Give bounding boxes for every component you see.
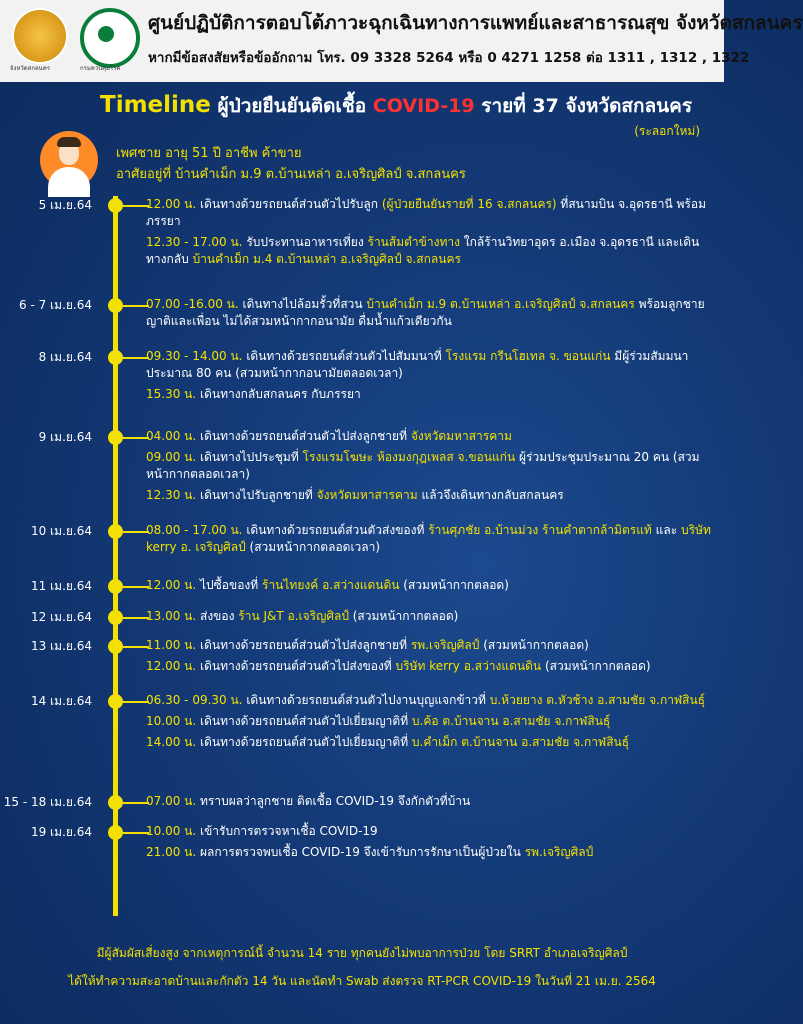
timeline-dot-icon bbox=[108, 579, 123, 594]
highlight-text: 08.00 - 17.00 น. bbox=[146, 523, 243, 537]
event-details bbox=[146, 793, 718, 814]
event-text: ที่สนามบิน จ.อุดรธานี พร้อมภรรยา bbox=[146, 197, 706, 228]
event-entry bbox=[146, 386, 718, 403]
event-entry bbox=[146, 487, 718, 504]
disease-control-logo bbox=[80, 8, 140, 68]
highlight-text: บ.ห้วยยาง ต.หัวช้าง อ.สามชัย จ.กาฬสินธุ์ bbox=[489, 693, 706, 707]
highlight-text: บ้านคำเม็ก ม.9 ต.บ้านเหล่า อ.เจริญศิลป์ จ.สกลนคร bbox=[366, 297, 635, 311]
event-details bbox=[146, 823, 718, 865]
highlight-text: ร้าน J&T อ.เจริญศิลป์ bbox=[238, 609, 349, 623]
header-bar bbox=[0, 0, 803, 82]
event-text: (สวมหน้ากากตลอดเวลา) bbox=[245, 540, 381, 554]
event-text: (สวมหน้ากากตลอด) bbox=[479, 638, 589, 652]
event-entry bbox=[146, 637, 718, 654]
header-contact: หากมีข้อสงสัยหรือข้ออักถาม โทร. 09 3328 5264 หรือ 0 4271 1258 ต่อ 1311 , 1312 , 1322 bbox=[148, 50, 750, 66]
timeline-dot-icon bbox=[108, 350, 123, 365]
province-logo-caption: จังหวัดสกลนคร bbox=[10, 65, 50, 72]
event-text: ใกล้ร้านวิทยาอุดร อ.เมือง จ.อุดรธานี และเดินทางกลับ bbox=[146, 235, 700, 266]
event-text: เดินทางกลับสกลนคร กับภรรยา bbox=[196, 387, 361, 401]
highlight-text: บ้านคำเม็ก ม.4 ต.บ้านเหล่า อ.เจริญศิลป์ จ.สกลนคร bbox=[192, 252, 461, 266]
patient-avatar-icon bbox=[40, 131, 98, 189]
event-text: พร้อมลูกชาย ญาติและเพื่อน ไม่ได้สวมหน้ากากอนามัย ดื่มน้ำแก้วเดียวกัน bbox=[146, 297, 705, 328]
event-date: 15 - 18 เม.ย.64 bbox=[3, 795, 92, 809]
event-entry bbox=[146, 196, 718, 230]
highlight-text: 04.00 น. bbox=[146, 429, 197, 443]
highlight-text: บริษัท kerry อ.สว่างแดนดิน bbox=[395, 659, 542, 673]
event-details bbox=[146, 608, 718, 629]
ministry-logo-caption: กรมควบคุมโรค bbox=[80, 65, 121, 72]
event-text: และ bbox=[651, 523, 682, 537]
event-date: 14 เม.ย.64 bbox=[30, 694, 92, 708]
timeline-dot-icon bbox=[108, 610, 123, 625]
event-text: เดินทางด้วยรถยนต์ส่วนตัวไปส่งลูกชายที่ bbox=[196, 638, 411, 652]
event-entry bbox=[146, 713, 718, 730]
event-date: 9 เม.ย.64 bbox=[38, 430, 92, 444]
event-date: 19 เม.ย.64 bbox=[30, 825, 92, 839]
event-entry bbox=[146, 234, 718, 268]
event-entry bbox=[146, 692, 718, 709]
highlight-text: ร้านศุภชัย อ.บ้านม่วง ร้านคำตากล้ามิตรแท้ bbox=[428, 523, 652, 537]
event-text: ทราบผลว่าลูกชาย ติดเชื้อ COVID-19 จึงกักตัวที่บ้าน bbox=[196, 794, 471, 808]
highlight-text: 12.30 - 17.00 น. bbox=[146, 235, 243, 249]
event-date: 6 - 7 เม.ย.64 bbox=[19, 298, 92, 312]
highlight-text: 09.30 - 14.00 น. bbox=[146, 349, 243, 363]
highlight-text: ร้านส้มตำข้างทาง bbox=[367, 235, 460, 249]
highlight-text: 09.00 น. bbox=[146, 450, 197, 464]
event-entry bbox=[146, 348, 718, 382]
highlight-text: รพ.เจริญศิลป์ bbox=[410, 638, 480, 652]
highlight-text: 12.00 น. bbox=[146, 197, 197, 211]
event-date: 11 เม.ย.64 bbox=[30, 579, 92, 593]
highlight-text: 10.00 น. bbox=[146, 714, 197, 728]
event-text: เข้ารับการตรวจหาเชื้อ COVID-19 bbox=[196, 824, 378, 838]
timeline-dot-icon bbox=[108, 524, 123, 539]
highlight-text: ร้านไทยงค์ อ.สว่างแดนดิน bbox=[262, 578, 400, 592]
event-date: 5 เม.ย.64 bbox=[38, 198, 92, 212]
event-date: 8 เม.ย.64 bbox=[38, 350, 92, 364]
event-entry bbox=[146, 296, 718, 330]
event-text: เดินทางด้วยรถยนต์ส่วนตัวไปส่งลูกชายที่ bbox=[196, 429, 411, 443]
timeline-word: Timeline bbox=[100, 92, 211, 118]
highlight-text: 12.00 น. bbox=[146, 659, 197, 673]
title-part2: รายที่ 37 จังหวัดสกลนคร bbox=[474, 95, 693, 117]
event-entry bbox=[146, 428, 718, 445]
event-text: รับประทานอาหารเที่ยง bbox=[242, 235, 368, 249]
event-entry bbox=[146, 823, 718, 840]
event-entry bbox=[146, 734, 718, 751]
event-details bbox=[146, 692, 718, 755]
event-date: 13 เม.ย.64 bbox=[30, 639, 92, 653]
highlight-text: 12.00 น. bbox=[146, 578, 197, 592]
event-text: เดินทางด้วยรถยนต์ส่วนตัวไปเยี่ยมญาติที่ bbox=[196, 735, 412, 749]
event-entry bbox=[146, 844, 718, 861]
event-details bbox=[146, 348, 718, 407]
header-title: ศูนย์ปฏิบัติการตอบโต้ภาวะฉุกเฉินทางการแพทย์และสาธารณสุข จังหวัดสกลนคร bbox=[148, 12, 803, 34]
highlight-text: 15.30 น. bbox=[146, 387, 197, 401]
event-entry bbox=[146, 608, 718, 625]
highlight-text: โรงแรม กรีนโฮเทล จ. ขอนแก่น bbox=[445, 349, 611, 363]
event-entry bbox=[146, 658, 718, 675]
highlight-text: 12.30 น. bbox=[146, 488, 197, 502]
event-text: (สวมหน้ากากตลอด) bbox=[399, 578, 509, 592]
event-text: แล้วจึงเดินทางกลับสกลนคร bbox=[417, 488, 564, 502]
event-text: มีผู้ร่วมสัมมนาประมาณ 80 คน (สวมหน้ากากอนามัยตลอดเวลา) bbox=[146, 349, 689, 380]
highlight-text: 10.00 น. bbox=[146, 824, 197, 838]
event-text: เดินทางไปรับลูกชายที่ bbox=[196, 488, 317, 502]
title-covid: COVID-19 bbox=[372, 95, 475, 117]
highlight-text: บริษัท kerry อ. เจริญศิลป์ bbox=[146, 523, 711, 554]
highlight-text: จังหวัดมหาสารคาม bbox=[316, 488, 418, 502]
event-details bbox=[146, 522, 718, 560]
event-details bbox=[146, 296, 718, 334]
province-seal-logo bbox=[12, 8, 68, 64]
event-details bbox=[146, 577, 718, 598]
event-date: 10 เม.ย.64 bbox=[30, 524, 92, 538]
highlight-text: บ.ค้อ ต.บ้านจาน อ.สามชัย จ.กาฬสินธุ์ bbox=[411, 714, 611, 728]
highlight-text: (ผู้ป่วยยืนยันรายที่ 16 จ.สกลนคร) bbox=[381, 197, 557, 211]
event-text: เดินทางด้วยรถยนต์ส่วนตัวไปส่งของที่ bbox=[196, 659, 396, 673]
wave-note: (ระลอกใหม่) bbox=[634, 124, 700, 138]
timeline-dot-icon bbox=[108, 298, 123, 313]
footer-line1: มีผู้สัมผัสเสี่ยงสูง จากเหตุการณ์นี้ จำนวน 14 ราย ทุกคนยังไม่พบอาการป่วย โดย SRRT อำเภอเจริญศิลป์ bbox=[96, 946, 628, 960]
highlight-text: จังหวัดมหาสารคาม bbox=[410, 429, 512, 443]
event-text: ไปซื้อของที่ bbox=[196, 578, 262, 592]
title-part1: ผู้ป่วยยืนยันติดเชื้อ bbox=[210, 95, 373, 117]
patient-info-line2: อาศัยอยู่ที่ บ้านคำเม็ก ม.9 ต.บ้านเหล่า อ.เจริญศิลป์ จ.สกลนคร bbox=[116, 167, 466, 182]
event-text: เดินทางด้วยรถยนต์ส่วนตัวไปรับลูก bbox=[196, 197, 382, 211]
highlight-text: รพ.เจริญศิลป์ bbox=[524, 845, 594, 859]
event-entry bbox=[146, 522, 718, 556]
event-text: ผลการตรวจพบเชื้อ COVID-19 จึงเข้ารับการรักษาเป็นผู้ป่วยใน bbox=[196, 845, 525, 859]
event-entry bbox=[146, 449, 718, 483]
event-entry bbox=[146, 577, 718, 594]
event-details bbox=[146, 428, 718, 508]
event-text: เดินทางด้วยรถยนต์ส่วนตัวไปงานบุญแจกข้าวที่ bbox=[242, 693, 490, 707]
timeline-dot-icon bbox=[108, 795, 123, 810]
highlight-text: โรงแรมโฆษะ ห้องมงกุฎเพลส จ.ขอนแก่น bbox=[302, 450, 516, 464]
event-text: ผู้ร่วมประชุมประมาณ 20 คน (สวมหน้ากากตลอดเวลา) bbox=[146, 450, 700, 481]
timeline-dot-icon bbox=[108, 430, 123, 445]
highlight-text: 11.00 น. bbox=[146, 638, 197, 652]
highlight-text: 07.00 น. bbox=[146, 794, 197, 808]
event-details bbox=[146, 637, 718, 679]
highlight-text: 21.00 น. bbox=[146, 845, 197, 859]
event-text: เดินทางด้วยรถยนต์ส่วนตัวไปสัมมนาที่ bbox=[242, 349, 446, 363]
highlight-text: 14.00 น. bbox=[146, 735, 197, 749]
timeline-dot-icon bbox=[108, 639, 123, 654]
event-text: เดินทางด้วยรถยนต์ส่วนตัวไปเยี่ยมญาติที่ bbox=[196, 714, 412, 728]
page-title bbox=[100, 91, 692, 121]
footer-line2: ได้ให้ทำความสะอาดบ้านและกักตัว 14 วัน และนัดทำ Swab ส่งตรวจ RT-PCR COVID-19 ในวันที่ 21 เม.ย. 2564 bbox=[68, 974, 656, 988]
event-text: เดินทางด้วยรถยนต์ส่วนตัวส่งของที่ bbox=[242, 523, 429, 537]
event-text: (สวมหน้ากากตลอด) bbox=[348, 609, 459, 623]
timeline-dot-icon bbox=[108, 198, 123, 213]
event-text: เดินทางไปประชุมที่ bbox=[196, 450, 303, 464]
event-text: (สวมหน้ากากตลอด) bbox=[541, 659, 651, 673]
highlight-text: บ.คำเม็ก ต.บ้านจาน อ.สามชัย จ.กาฬสินธุ์ bbox=[411, 735, 630, 749]
event-details bbox=[146, 196, 718, 272]
event-text: เดินทางไปล้อมรั้วที่สวน bbox=[238, 297, 367, 311]
timeline-dot-icon bbox=[108, 694, 123, 709]
highlight-text: 13.00 น. bbox=[146, 609, 197, 623]
event-text: ส่งของ bbox=[196, 609, 239, 623]
event-date: 12 เม.ย.64 bbox=[30, 610, 92, 624]
highlight-text: 06.30 - 09.30 น. bbox=[146, 693, 243, 707]
event-entry bbox=[146, 793, 718, 810]
patient-info-line1: เพศชาย อายุ 51 ปี อาชีพ ค้าขาย bbox=[116, 146, 302, 161]
highlight-text: 07.00 -16.00 น. bbox=[146, 297, 239, 311]
timeline-dot-icon bbox=[108, 825, 123, 840]
